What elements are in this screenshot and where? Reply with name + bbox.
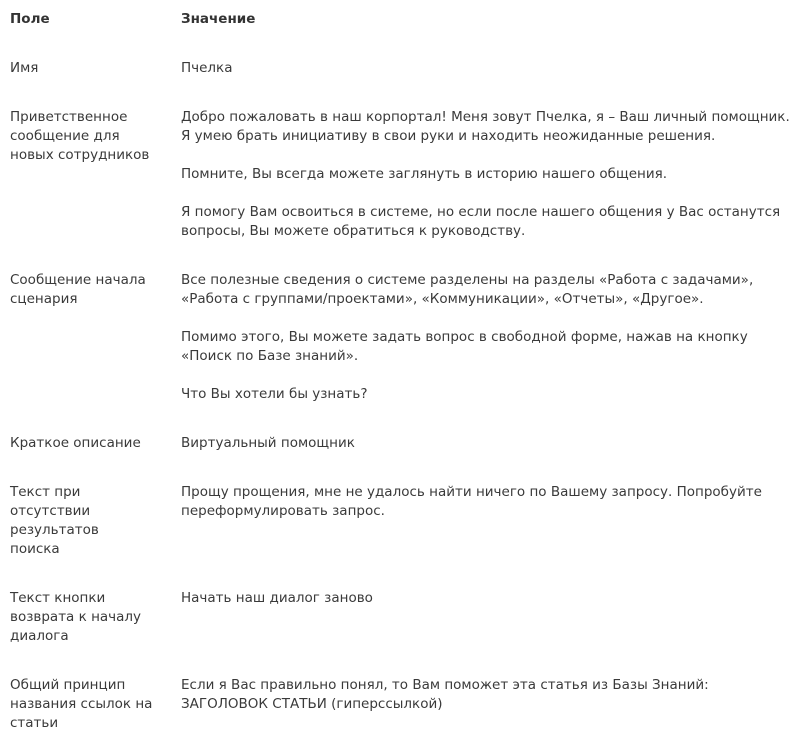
value-paragraph: Если я Вас правильно понял, то Вам поможет эта статья из Базы Знаний: ЗАГОЛОВОК СТАТЬИ (гиперссылкой)	[181, 677, 709, 712]
field-value	[181, 434, 793, 453]
column-header-value: Значение	[181, 11, 256, 27]
field-value	[181, 676, 793, 714]
value-paragraph: Виртуальный помощник	[181, 435, 355, 451]
value-paragraph: Все полезные сведения о системе разделены на разделы «Работа с задачами», «Работа с группами/проектами», «Коммуникации», «Отчеты», «Другое».	[181, 272, 754, 307]
field-value	[181, 271, 793, 404]
column-header-field: Поле	[10, 11, 50, 27]
field-name: Имя	[10, 60, 39, 76]
value-paragraph: Помните, Вы всегда можете заглянуть в историю нашего общения.	[181, 166, 668, 182]
value-paragraph: Начать наш диалог заново	[181, 590, 373, 606]
field-name: Приветственное сообщение для новых сотрудников	[10, 109, 150, 163]
field-value	[181, 59, 793, 78]
value-paragraph: Прощу прощения, мне не удалось найти ничего по Вашему запросу. Попробуйте переформулировать запрос.	[181, 484, 762, 519]
value-paragraph: Пчелка	[181, 60, 233, 76]
field-value	[181, 589, 793, 608]
value-paragraph: Я помогу Вам освоиться в системе, но если после нашего общения у Вас останутся вопросы, Вы можете обратиться к руководству.	[181, 204, 781, 239]
field-name: Сообщение начала сценария	[10, 272, 146, 307]
field-name: Общий принцип названия ссылок на статьи	[10, 677, 153, 731]
value-paragraph: Добро пожаловать в наш корпортал! Меня зовут Пчелка, я – Ваш личный помощник. Я умею брать инициативу в свои руки и находить неожиданные решения.	[181, 109, 790, 144]
value-paragraph: Что Вы хотели бы узнать?	[181, 386, 368, 402]
field-name: Текст при отсутствии результатов поиска	[10, 484, 99, 557]
field-name: Краткое описание	[10, 435, 141, 451]
field-value	[181, 483, 793, 521]
value-paragraph: Помимо этого, Вы можете задать вопрос в свободной форме, нажав на кнопку «Поиск по Базе знаний».	[181, 329, 748, 364]
field-name: Текст кнопки возврата к началу диалога	[10, 590, 142, 644]
field-value	[181, 108, 793, 241]
